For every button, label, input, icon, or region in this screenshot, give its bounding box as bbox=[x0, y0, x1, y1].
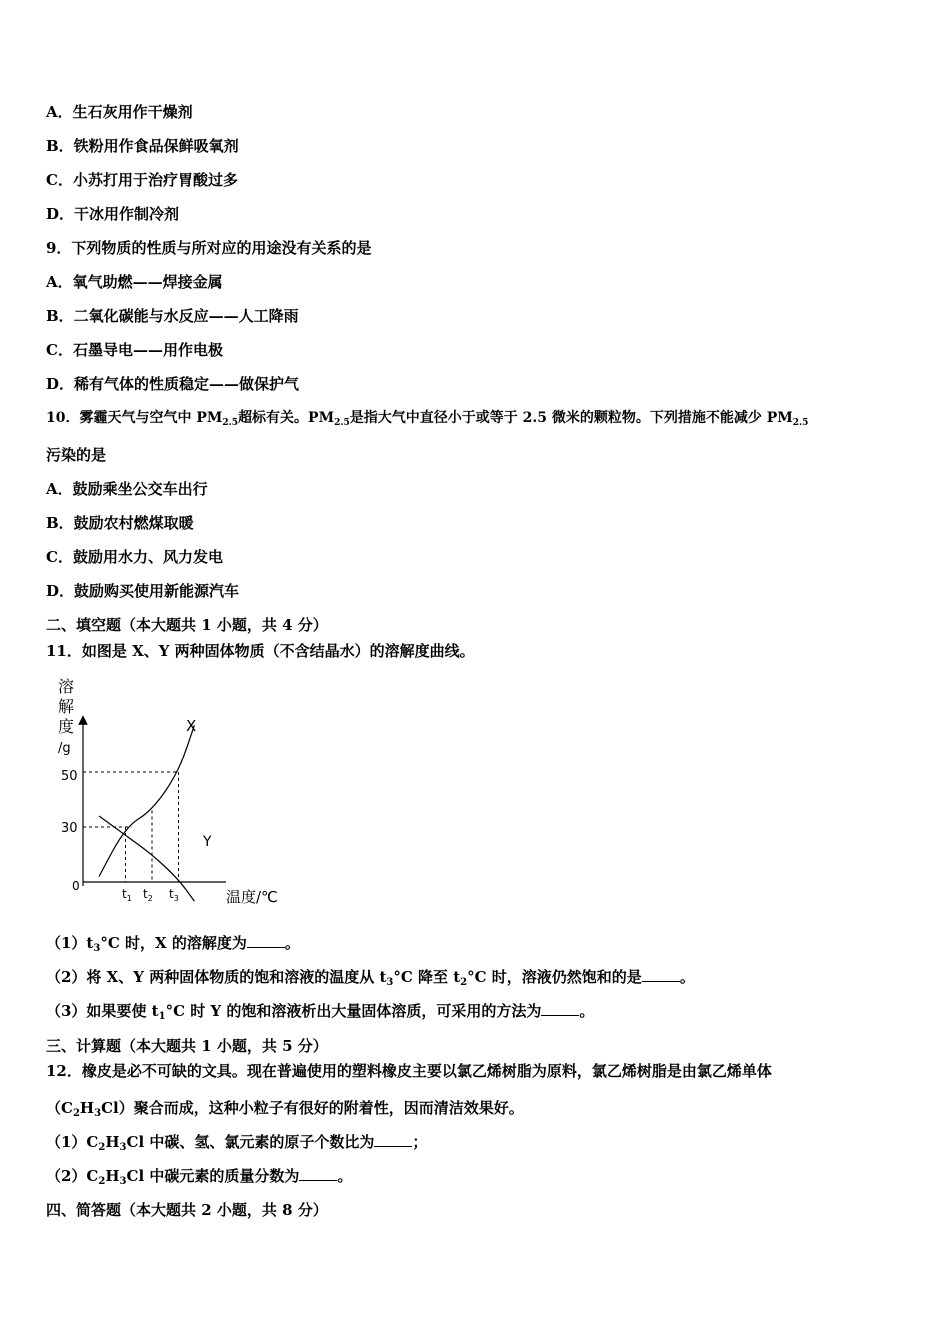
q12-p2-h: H bbox=[105, 1167, 120, 1185]
svg-text:t3: $t_3$ bbox=[169, 887, 179, 903]
q12-sub: 3 bbox=[94, 1108, 102, 1119]
section-2-heading: 二、填空题（本大题共 1 小题，共 4 分） bbox=[46, 616, 328, 634]
q10-stem-continued: 污染的是 bbox=[46, 446, 107, 464]
q12-p2-b: Cl 中碳元素的质量分数为 bbox=[126, 1167, 300, 1185]
q11-p1-sub: 3 bbox=[93, 943, 101, 954]
section-4-heading: 四、简答题（本大题共 2 小题，共 8 分） bbox=[46, 1201, 328, 1219]
q8-option-b: B．铁粉用作食品保鲜吸氧剂 bbox=[46, 137, 239, 155]
q10-stem-a: 10．雾霾天气与空气中 PM bbox=[46, 410, 223, 426]
q11-p2-c: °C 时，溶液仍然饱和的是 bbox=[467, 968, 642, 986]
q10-stem bbox=[46, 409, 808, 429]
q9-stem: 9．下列物质的性质与所对应的用途没有关系的是 bbox=[46, 239, 372, 257]
section-3-heading: 三、计算题（本大题共 1 小题，共 5 分） bbox=[46, 1037, 328, 1055]
q9-option-b: B．二氧化碳能与水反应——人工降雨 bbox=[46, 307, 299, 325]
q12-stem-continued bbox=[46, 1099, 524, 1120]
q12-p1-b: Cl 中碳、氢、氯元素的原子个数比为 bbox=[126, 1133, 375, 1151]
q11-part-3 bbox=[46, 1002, 594, 1023]
x-tick-t2 bbox=[143, 887, 153, 903]
svg-text:t2: $t_2$ bbox=[143, 887, 153, 903]
q12-sub: 2 bbox=[98, 1142, 106, 1153]
q9-option-c: C．石墨导电——用作电极 bbox=[46, 341, 223, 359]
q11-p3-a: （3）如果要使 t bbox=[46, 1002, 159, 1020]
q10-sub: 2.5 bbox=[792, 418, 809, 428]
y-tick-30: 30 bbox=[61, 821, 78, 836]
q12-stem2-b: H bbox=[79, 1099, 95, 1117]
q12-p1-end: ； bbox=[412, 1133, 428, 1151]
series-x-curve bbox=[99, 725, 194, 876]
q10-option-c: C．鼓励用水力、风力发电 bbox=[46, 548, 223, 566]
answer-blank[interactable] bbox=[247, 935, 285, 948]
series-x-label: X bbox=[186, 717, 197, 735]
x-tick-t3 bbox=[169, 887, 179, 903]
q8-option-a: A．生石灰用作干燥剂 bbox=[46, 103, 193, 121]
q11-part-1 bbox=[46, 934, 300, 955]
y-axis-label-char: /g bbox=[58, 741, 71, 756]
solubility-chart bbox=[46, 676, 296, 910]
y-axis-label-char: 溶 bbox=[58, 677, 75, 696]
series-y-label: Y bbox=[203, 834, 212, 850]
answer-blank[interactable] bbox=[299, 1168, 337, 1181]
q12-part-1 bbox=[46, 1133, 427, 1154]
q11-p3-b: °C 时 Y 的饱和溶液析出大量固体溶质，可采用的方法为 bbox=[165, 1002, 542, 1020]
y-tick-50: 50 bbox=[61, 769, 78, 784]
svg-text:t1: $t_1$ bbox=[122, 887, 132, 903]
q9-option-d: D．稀有气体的性质稳定——做保护气 bbox=[46, 375, 300, 393]
q11-p2-a: （2）将 X、Y 两种固体物质的饱和溶液的温度从 t bbox=[46, 968, 387, 986]
answer-blank[interactable] bbox=[374, 1134, 412, 1147]
q10-stem-b: 超标有关。PM bbox=[238, 410, 335, 426]
q10-option-d: D．鼓励购买使用新能源汽车 bbox=[46, 582, 240, 600]
q10-option-a: A．鼓励乘坐公交车出行 bbox=[46, 480, 208, 498]
q11-p3-sub: 1 bbox=[158, 1011, 166, 1022]
y-axis-label-char: 解 bbox=[58, 697, 75, 716]
answer-blank[interactable] bbox=[541, 1003, 579, 1016]
q11-p1-a: （1）t bbox=[46, 934, 94, 952]
y-axis-label bbox=[58, 677, 74, 756]
q12-sub: 2 bbox=[72, 1108, 80, 1119]
q8-option-c: C．小苏打用于治疗胃酸过多 bbox=[46, 171, 238, 189]
q12-p2-end: 。 bbox=[337, 1167, 353, 1185]
q10-stem-c: 是指大气中直径小于或等于 2.5 微米的颗粒物。下列措施不能减少 PM bbox=[349, 410, 793, 426]
q10-option-b: B．鼓励农村燃煤取暖 bbox=[46, 514, 194, 532]
q11-part-2 bbox=[46, 968, 695, 989]
q12-stem2-a: （C bbox=[46, 1099, 73, 1117]
answer-blank[interactable] bbox=[642, 969, 680, 982]
q12-part-2 bbox=[46, 1167, 352, 1188]
q12-stem2-c: Cl）聚合而成，这种小粒子有很好的附着性，因而清洁效果好。 bbox=[101, 1099, 524, 1117]
q10-sub: 2.5 bbox=[334, 418, 350, 428]
q12-p1-h: H bbox=[105, 1133, 120, 1151]
q11-stem: 11．如图是 X、Y 两种固体物质（不含结晶水）的溶解度曲线。 bbox=[46, 642, 475, 660]
y-axis-label-char: 度 bbox=[58, 717, 75, 736]
q11-p2-b: °C 降至 t bbox=[393, 968, 461, 986]
q11-p2-sub1: 3 bbox=[386, 977, 394, 988]
q12-stem: 12．橡皮是必不可缺的文具。现在普遍使用的塑料橡皮主要以氯乙烯树脂为原料，氯乙烯树脂是由氯乙烯单体 bbox=[46, 1062, 772, 1080]
q9-option-a: A．氧气助燃——焊接金属 bbox=[46, 273, 223, 291]
x-axis-label: 温度/℃ bbox=[226, 888, 278, 906]
q12-sub: 2 bbox=[98, 1176, 106, 1187]
q11-p1-end: 。 bbox=[284, 934, 300, 952]
q12-p2-a: （2）C bbox=[46, 1167, 99, 1185]
q10-sub: 2.5 bbox=[222, 418, 239, 428]
q12-sub: 3 bbox=[119, 1176, 127, 1187]
q11-p2-sub2: 2 bbox=[460, 977, 468, 988]
q8-option-d: D．干冰用作制冷剂 bbox=[46, 205, 180, 223]
origin-label: 0 bbox=[72, 879, 80, 893]
x-tick-t1 bbox=[122, 887, 132, 903]
q11-p2-end: 。 bbox=[679, 968, 695, 986]
q12-sub: 3 bbox=[119, 1142, 127, 1153]
q11-p1-b: °C 时，X 的溶解度为 bbox=[100, 934, 247, 952]
q12-p1-a: （1）C bbox=[46, 1133, 99, 1151]
q11-p3-end: 。 bbox=[579, 1002, 595, 1020]
